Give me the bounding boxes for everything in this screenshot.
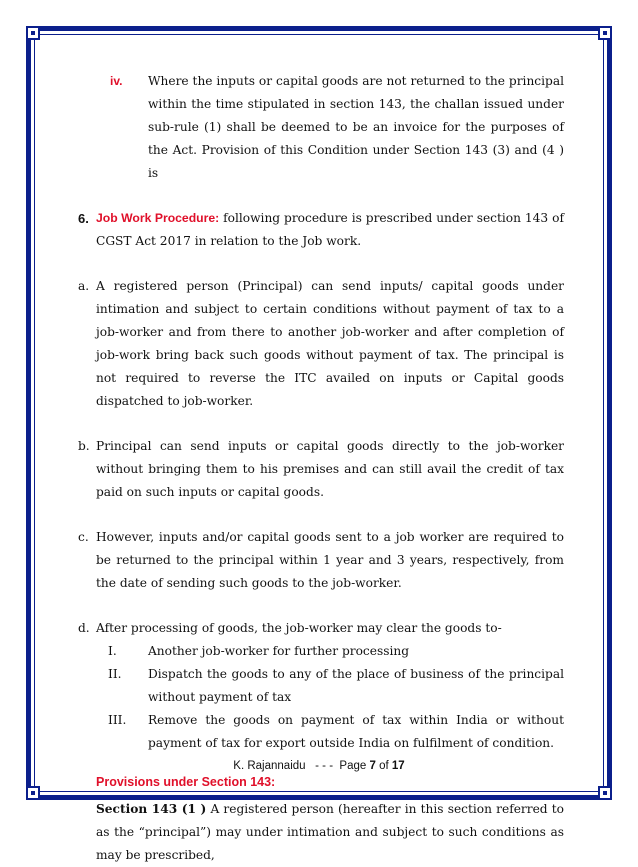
item-label: d. (78, 621, 90, 635)
item-text: Where the inputs or capital goods are not returned to the principal within the time stipulated in section 143, the challan issued under sub-rule (1) shall be deemed to be an invoice for the purposes of the Act. Provision of this Condition under Section 143 (3) and (4 ) is (148, 74, 564, 180)
item-label: c. (78, 530, 89, 544)
section-reference: Section 143 (1 ) (96, 802, 207, 816)
list-item-iv (78, 70, 564, 185)
sub-list-item-I (78, 640, 564, 663)
item-text: Remove the goods on payment of tax within India or without payment of tax for export outside India on fulfilment of condition. (148, 713, 564, 750)
list-item-c (78, 526, 564, 595)
footer-page-word: Page (339, 760, 367, 772)
page-content (78, 70, 564, 867)
sub-list-item-III (78, 709, 564, 755)
section-heading: Job Work Procedure (96, 211, 216, 225)
page-footer (0, 760, 638, 772)
item-label: II. (108, 667, 122, 681)
item-text: Another job-worker for further processing (148, 644, 410, 658)
section-heading-colon: : (215, 211, 220, 225)
corner-ornament-bottom-right (598, 786, 612, 800)
footer-total-pages: 17 (391, 760, 405, 772)
sub-list-item-II (78, 663, 564, 709)
item-text: A registered person (Principal) can send inputs/ capital goods under intimation and subject to certain conditions without payment of tax to a job-worker and from there to another job-worker and after completion of job-work bring back such goods without payment of tax. The principal is not required to reverse the ITC availed on inputs or Capital goods dispatched to job-worker. (96, 279, 564, 408)
item-label: a. (78, 279, 90, 293)
list-item-a (78, 275, 564, 413)
list-item-d (78, 617, 564, 640)
item-label: I. (108, 644, 117, 658)
footer-page-number: 7 (369, 760, 376, 772)
item-text: Dispatch the goods to any of the place of business of the principal without payment of tax (148, 667, 564, 704)
section-number: 6. (78, 211, 89, 226)
item-label: III. (108, 713, 127, 727)
footer-of-word: of (379, 760, 389, 772)
item-label: iv. (110, 74, 123, 88)
item-text: However, inputs and/or capital goods sent to a job worker are required to be returned to the principal within 1 year and 3 years, respectively, from the date of sending such goods to the job-worker. (96, 530, 564, 590)
item-text: After processing of goods, the job-worker may clear the goods to- (96, 621, 502, 635)
footer-author: K. Rajannaidu (233, 760, 306, 772)
provisions-paragraph (78, 798, 564, 867)
corner-ornament-bottom-left (26, 786, 40, 800)
section-text: following procedure is prescribed under section 143 of CGST Act 2017 in relation to the Job work. (96, 211, 564, 248)
provisions-text: A registered person (hereafter in this section referred to as the “principal”) may under intimation and subject to such conditions as may be prescribed, (96, 802, 564, 862)
section-6-paragraph (96, 207, 564, 253)
section-6 (78, 207, 564, 253)
list-item-b (78, 435, 564, 504)
corner-ornament-top-right (598, 26, 612, 40)
item-label: b. (78, 439, 90, 453)
corner-ornament-top-left (26, 26, 40, 40)
item-text: Principal can send inputs or capital goods directly to the job-worker without bringing them to his premises and can still avail the credit of tax paid on such inputs or capital goods. (96, 439, 564, 499)
footer-separator: - - - (315, 760, 334, 772)
provisions-heading: Provisions under Section 143: (96, 775, 276, 789)
